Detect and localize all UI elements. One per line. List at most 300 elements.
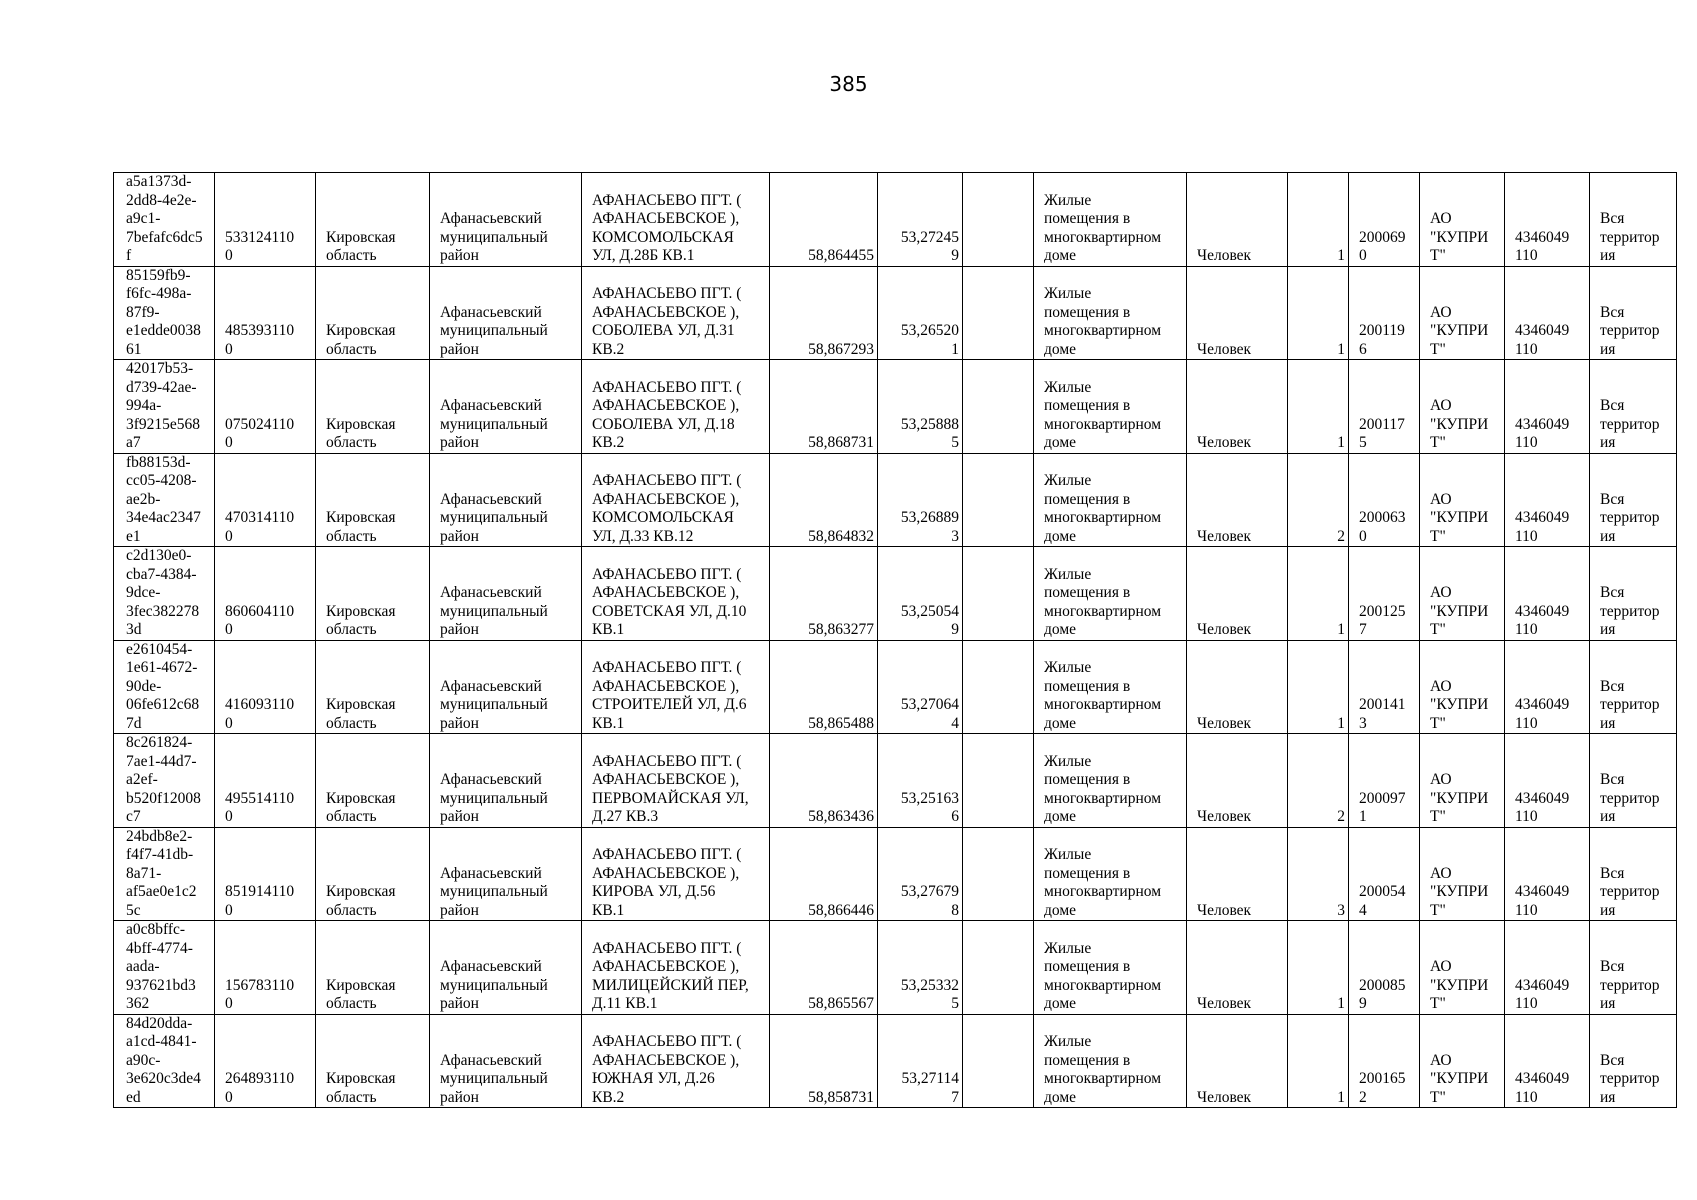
cell-line: ия (1600, 340, 1616, 358)
cell-unit (1187, 547, 1288, 641)
cell-line: 58,864455 (808, 247, 874, 264)
cell-line: 0 (225, 901, 233, 919)
cell-line: область (326, 714, 377, 732)
cell-line: область (326, 901, 377, 919)
cell-territory (1590, 1014, 1677, 1108)
cell-inn (1505, 266, 1590, 360)
cell-object-type (1034, 734, 1187, 828)
cell-line: 61 (126, 340, 142, 358)
cell-line: 110 (1515, 247, 1538, 264)
cell-address (582, 1014, 770, 1108)
cell-line: 075024110 (225, 415, 295, 433)
cell-address (582, 734, 770, 828)
cell-line: Вся (1600, 677, 1625, 695)
cell-line: 58,865567 (808, 995, 874, 1012)
cell-line: 110 (1515, 340, 1538, 358)
cell-line: Т" (1430, 340, 1446, 358)
cell-line: 200085 (1359, 976, 1406, 994)
cell-line: район (440, 340, 479, 358)
cell-line: ия (1600, 434, 1616, 451)
cell-line: Кировская (326, 696, 396, 713)
cell-line: 2dd8-4e2e- (126, 191, 197, 209)
cell-code (215, 921, 316, 1015)
cell-line: район (440, 434, 479, 451)
cell-district (430, 453, 582, 547)
cell-line: АФАНАСЬЕВСКОЕ ), (592, 677, 740, 695)
cell-line: "КУПРИ (1430, 322, 1489, 339)
cell-line: 8a71- (126, 864, 162, 882)
cell-line: область (326, 247, 377, 264)
cell-line: 5 (951, 995, 959, 1012)
cell-line: 6 (1359, 340, 1367, 358)
cell-line: 4346049 (1515, 322, 1570, 339)
cell-quantity (1288, 547, 1349, 641)
cell-unit (1187, 360, 1288, 454)
cell-line: 110 (1515, 901, 1538, 919)
cell-line: "КУПРИ (1430, 415, 1489, 433)
cell-line: АО (1430, 958, 1452, 975)
cell-line: "КУПРИ (1430, 228, 1489, 246)
cell-empty (963, 921, 1034, 1015)
cell-guid (114, 173, 215, 267)
cell-empty (963, 827, 1034, 921)
cell-line: Человек (1197, 995, 1252, 1012)
cell-line: 58,865488 (808, 714, 874, 732)
cell-line: АФАНАСЬЕВСКОЕ ), (592, 958, 740, 975)
cell-latitude (770, 827, 878, 921)
cell-line: Кировская (326, 1070, 396, 1087)
cell-line: 53,25332 (900, 976, 959, 994)
cell-line: 1 (1359, 808, 1367, 825)
cell-line: многоквартирном (1044, 228, 1162, 246)
cell-line: район (440, 714, 479, 732)
cell-longitude (878, 360, 963, 454)
cell-line: 1 (1337, 247, 1345, 264)
cell-line: территор (1600, 789, 1660, 807)
cell-line: территор (1600, 509, 1660, 526)
cell-number (1349, 827, 1420, 921)
cell-line: 0 (225, 434, 233, 451)
cell-number (1349, 173, 1420, 267)
cell-line: Жилые (1044, 285, 1092, 302)
cell-line: Жилые (1044, 659, 1092, 676)
cell-line: Афанасьевский (440, 958, 542, 975)
cell-object-type (1034, 266, 1187, 360)
cell-line: 6 (951, 808, 959, 825)
cell-line: АФАНАСЬЕВО ПГТ. ( (592, 378, 742, 396)
cell-line: муниципальный (440, 696, 548, 713)
cell-line: 4346049 (1515, 228, 1570, 246)
cell-line: Т" (1430, 808, 1446, 825)
cell-line: КВ.1 (592, 714, 625, 732)
cell-code (215, 827, 316, 921)
cell-line: 58,866446 (808, 901, 874, 919)
cell-latitude (770, 734, 878, 828)
cell-line: 58,864832 (808, 527, 874, 545)
cell-inn (1505, 453, 1590, 547)
cell-line: ия (1600, 808, 1616, 825)
cell-territory (1590, 640, 1677, 734)
cell-line: АФАНАСЬЕВО ПГТ. ( (592, 939, 742, 957)
cell-line: КВ.2 (592, 1088, 625, 1106)
cell-line: Вся (1600, 958, 1625, 975)
cell-district (430, 1014, 582, 1108)
cell-line: СТРОИТЕЛЕЙ УЛ, Д.6 (592, 696, 747, 713)
cell-line: 0 (225, 247, 233, 264)
cell-address (582, 453, 770, 547)
cell-line: Кировская (326, 509, 396, 526)
cell-line: a2ef- (126, 771, 158, 788)
cell-line: Вся (1600, 771, 1625, 788)
cell-line: доме (1044, 247, 1077, 264)
cell-guid (114, 827, 215, 921)
cell-line: область (326, 434, 377, 451)
cell-quantity (1288, 827, 1349, 921)
cell-longitude (878, 173, 963, 267)
cell-district (430, 266, 582, 360)
cell-line: доме (1044, 808, 1077, 825)
cell-line: 485393110 (225, 322, 295, 339)
cell-line: доме (1044, 621, 1077, 638)
cell-empty (963, 1014, 1034, 1108)
cell-line: 4 (1359, 901, 1367, 919)
cell-latitude (770, 640, 878, 734)
cell-line: 416093110 (225, 696, 295, 713)
cell-line: 58,867293 (808, 340, 874, 358)
cell-territory (1590, 266, 1677, 360)
cell-line: ия (1600, 995, 1616, 1012)
cell-line: 1 (1337, 434, 1345, 451)
cell-unit (1187, 1014, 1288, 1108)
cell-line: помещения в (1044, 397, 1131, 414)
cell-line: Кировская (326, 976, 396, 994)
cell-line: 06fe612c68 (126, 696, 200, 713)
cell-object-type (1034, 1014, 1187, 1108)
cell-line: территор (1600, 1070, 1660, 1087)
cell-line: ия (1600, 901, 1616, 919)
cell-line: Жилые (1044, 939, 1092, 957)
cell-line: ПЕРВОМАЙСКАЯ УЛ, (592, 789, 749, 807)
cell-line: Афанасьевский (440, 397, 542, 414)
cell-line: 3d (126, 621, 142, 638)
cell-line: 87f9- (126, 303, 160, 321)
cell-line: Вся (1600, 303, 1625, 321)
cell-line: Д.11 КВ.1 (592, 995, 658, 1012)
cell-line: 0 (225, 714, 233, 732)
cell-guid (114, 1014, 215, 1108)
cell-line: cc05-4208- (126, 472, 197, 489)
cell-line: доме (1044, 340, 1077, 358)
cell-line: b520f12008 (126, 789, 201, 807)
cell-line: 7befafc6dc5 (126, 228, 203, 246)
cell-longitude (878, 734, 963, 828)
cell-quantity (1288, 266, 1349, 360)
cell-line: муниципальный (440, 228, 548, 246)
cell-code (215, 266, 316, 360)
cell-address (582, 640, 770, 734)
cell-line: 53,27679 (900, 883, 959, 900)
cell-line: 851914110 (225, 883, 295, 900)
cell-line: Человек (1197, 247, 1252, 264)
cell-guid (114, 640, 215, 734)
cell-line: СОБОЛЕВА УЛ, Д.31 (592, 322, 735, 339)
cell-line: 9 (1359, 995, 1367, 1012)
cell-line: СОВЕТСКАЯ УЛ, Д.10 (592, 602, 747, 620)
cell-organization (1420, 453, 1505, 547)
cell-line: e2610454- (126, 640, 193, 658)
cell-line: территор (1600, 883, 1660, 900)
cell-guid (114, 453, 215, 547)
cell-empty (963, 266, 1034, 360)
cell-line: АО (1430, 864, 1452, 882)
cell-address (582, 266, 770, 360)
cell-line: af5ae0e1c2 (126, 883, 197, 900)
cell-line: 34e4ac2347 (126, 509, 201, 526)
cell-line: территор (1600, 415, 1660, 433)
cell-line: АФАНАСЬЕВСКОЕ ), (592, 397, 740, 414)
cell-line: многоквартирном (1044, 602, 1162, 620)
cell-guid (114, 547, 215, 641)
cell-unit (1187, 921, 1288, 1015)
cell-line: 85159fb9- (126, 266, 191, 284)
cell-line: муниципальный (440, 1070, 548, 1087)
cell-longitude (878, 921, 963, 1015)
cell-line: помещения в (1044, 303, 1131, 321)
cell-line: 110 (1515, 714, 1538, 732)
cell-line: 9dce- (126, 584, 161, 601)
cell-line: cba7-4384- (126, 565, 197, 583)
cell-line: "КУПРИ (1430, 696, 1489, 713)
table-body (114, 173, 1677, 1108)
cell-line: Кировская (326, 415, 396, 433)
cell-line: a1cd-4841- (126, 1033, 197, 1050)
cell-line: многоквартирном (1044, 789, 1162, 807)
cell-longitude (878, 640, 963, 734)
registry-table (113, 172, 1677, 1108)
cell-inn (1505, 360, 1590, 454)
cell-line: Человек (1197, 527, 1252, 545)
cell-line: Человек (1197, 1088, 1252, 1106)
cell-number (1349, 547, 1420, 641)
cell-line: АО (1430, 210, 1452, 227)
cell-line: Афанасьевский (440, 771, 542, 788)
cell-line: Человек (1197, 340, 1252, 358)
cell-district (430, 640, 582, 734)
cell-line: 200054 (1359, 883, 1406, 900)
cell-line: 200097 (1359, 789, 1406, 807)
cell-territory (1590, 827, 1677, 921)
cell-district (430, 360, 582, 454)
cell-line: 200063 (1359, 509, 1406, 526)
cell-line: район (440, 1088, 479, 1106)
cell-line: Т" (1430, 1088, 1446, 1106)
table-row (114, 360, 1677, 454)
cell-empty (963, 453, 1034, 547)
cell-line: многоквартирном (1044, 322, 1162, 339)
cell-quantity (1288, 173, 1349, 267)
cell-line: 7 (951, 1088, 959, 1106)
cell-line: АО (1430, 1051, 1452, 1069)
cell-district (430, 827, 582, 921)
table-row (114, 1014, 1677, 1108)
cell-region (316, 734, 430, 828)
cell-territory (1590, 453, 1677, 547)
cell-guid (114, 266, 215, 360)
cell-line: 0 (1359, 247, 1367, 264)
cell-line: Человек (1197, 621, 1252, 638)
cell-empty (963, 547, 1034, 641)
cell-line: a0c8bffc- (126, 921, 186, 938)
cell-line: Вся (1600, 864, 1625, 882)
cell-inn (1505, 173, 1590, 267)
cell-line: КОМСОМОЛЬСКАЯ (592, 228, 734, 246)
cell-line: территор (1600, 602, 1660, 620)
cell-line: АФАНАСЬЕВСКОЕ ), (592, 771, 740, 788)
cell-line: многоквартирном (1044, 696, 1162, 713)
table-row (114, 734, 1677, 828)
cell-line: "КУПРИ (1430, 976, 1489, 994)
cell-line: e1edde0038 (126, 322, 201, 339)
cell-line: 4 (951, 714, 959, 732)
cell-line: доме (1044, 995, 1077, 1012)
cell-line: ия (1600, 714, 1616, 732)
cell-line: многоквартирном (1044, 509, 1162, 526)
cell-line: Т" (1430, 247, 1446, 264)
cell-line: 0 (225, 621, 233, 638)
cell-line: aada- (126, 958, 160, 975)
cell-line: 362 (126, 995, 150, 1012)
cell-number (1349, 734, 1420, 828)
cell-quantity (1288, 640, 1349, 734)
cell-line: район (440, 247, 479, 264)
cell-district (430, 921, 582, 1015)
cell-line: район (440, 527, 479, 545)
cell-line: 0 (225, 995, 233, 1012)
cell-line: e1 (126, 527, 141, 545)
cell-line: АФАНАСЬЕВСКОЕ ), (592, 864, 740, 882)
cell-line: область (326, 995, 377, 1012)
cell-line: 110 (1515, 808, 1538, 825)
cell-longitude (878, 547, 963, 641)
cell-object-type (1034, 173, 1187, 267)
cell-number (1349, 266, 1420, 360)
cell-line: 156783110 (225, 976, 295, 994)
cell-line: 1 (1337, 995, 1345, 1012)
cell-line: доме (1044, 1088, 1077, 1106)
cell-region (316, 640, 430, 734)
cell-line: район (440, 901, 479, 919)
cell-line: "КУПРИ (1430, 509, 1489, 526)
cell-line: область (326, 527, 377, 545)
cell-line: помещения в (1044, 1051, 1131, 1069)
cell-region (316, 266, 430, 360)
cell-territory (1590, 547, 1677, 641)
cell-line: АФАНАСЬЕВСКОЕ ), (592, 210, 740, 227)
cell-code (215, 547, 316, 641)
cell-region (316, 453, 430, 547)
cell-line: многоквартирном (1044, 415, 1162, 433)
cell-line: АО (1430, 397, 1452, 414)
cell-inn (1505, 1014, 1590, 1108)
cell-line: Т" (1430, 527, 1446, 545)
cell-line: территор (1600, 976, 1660, 994)
cell-line: 1 (1337, 621, 1345, 638)
cell-line: муниципальный (440, 976, 548, 994)
cell-line: 58,858731 (808, 1088, 874, 1106)
cell-line: Жилые (1044, 472, 1092, 489)
cell-line: 53,25163 (900, 789, 959, 807)
cell-object-type (1034, 360, 1187, 454)
cell-line: f6fc-498a- (126, 285, 192, 302)
table-row (114, 547, 1677, 641)
cell-line: 860604110 (225, 602, 295, 620)
cell-line: 53,27245 (900, 228, 959, 246)
cell-line: помещения в (1044, 490, 1131, 508)
cell-line: 9 (951, 247, 959, 264)
cell-line: 3f9215e568 (126, 415, 201, 433)
cell-line: 53,27064 (900, 696, 959, 713)
cell-line: 42017b53- (126, 360, 194, 377)
cell-line: 2 (1337, 808, 1345, 825)
cell-territory (1590, 734, 1677, 828)
cell-line: 5c (126, 901, 141, 919)
cell-number (1349, 1014, 1420, 1108)
table-row (114, 921, 1677, 1015)
cell-line: 200069 (1359, 228, 1406, 246)
cell-line: КИРОВА УЛ, Д.56 (592, 883, 716, 900)
cell-line: УЛ, Д.33 КВ.12 (592, 527, 694, 545)
cell-line: 3 (1359, 714, 1367, 732)
cell-code (215, 640, 316, 734)
cell-line: c7 (126, 808, 141, 825)
cell-organization (1420, 640, 1505, 734)
cell-line: 4346049 (1515, 1070, 1570, 1087)
cell-code (215, 453, 316, 547)
cell-quantity (1288, 734, 1349, 828)
cell-line: 495514110 (225, 789, 295, 807)
cell-district (430, 547, 582, 641)
cell-line: АФАНАСЬЕВО ПГТ. ( (592, 191, 742, 209)
cell-line: 0 (225, 340, 233, 358)
cell-line: АФАНАСЬЕВСКОЕ ), (592, 584, 740, 601)
cell-line: область (326, 621, 377, 638)
cell-quantity (1288, 1014, 1349, 1108)
cell-line: район (440, 621, 479, 638)
cell-line: муниципальный (440, 883, 548, 900)
cell-object-type (1034, 547, 1187, 641)
cell-line: 53,25054 (900, 602, 959, 620)
cell-line: 5 (1359, 434, 1367, 451)
cell-line: Т" (1430, 901, 1446, 919)
cell-line: помещения в (1044, 771, 1131, 788)
cell-line: d739-42ae- (126, 378, 197, 396)
cell-line: Кировская (326, 322, 396, 339)
cell-line: 7 (1359, 621, 1367, 638)
cell-line: АО (1430, 771, 1452, 788)
cell-line: Жилые (1044, 752, 1092, 770)
cell-empty (963, 640, 1034, 734)
cell-line: 2 (1337, 527, 1345, 545)
cell-territory (1590, 173, 1677, 267)
cell-line: АФАНАСЬЕВО ПГТ. ( (592, 1033, 742, 1050)
cell-line: Жилые (1044, 1033, 1092, 1050)
cell-line: КВ.2 (592, 434, 625, 451)
cell-line: территор (1600, 696, 1660, 713)
cell-line: 53,25888 (900, 415, 959, 433)
cell-line: 8 (951, 901, 959, 919)
cell-line: a5a1373d- (126, 173, 192, 190)
cell-line: АО (1430, 490, 1452, 508)
